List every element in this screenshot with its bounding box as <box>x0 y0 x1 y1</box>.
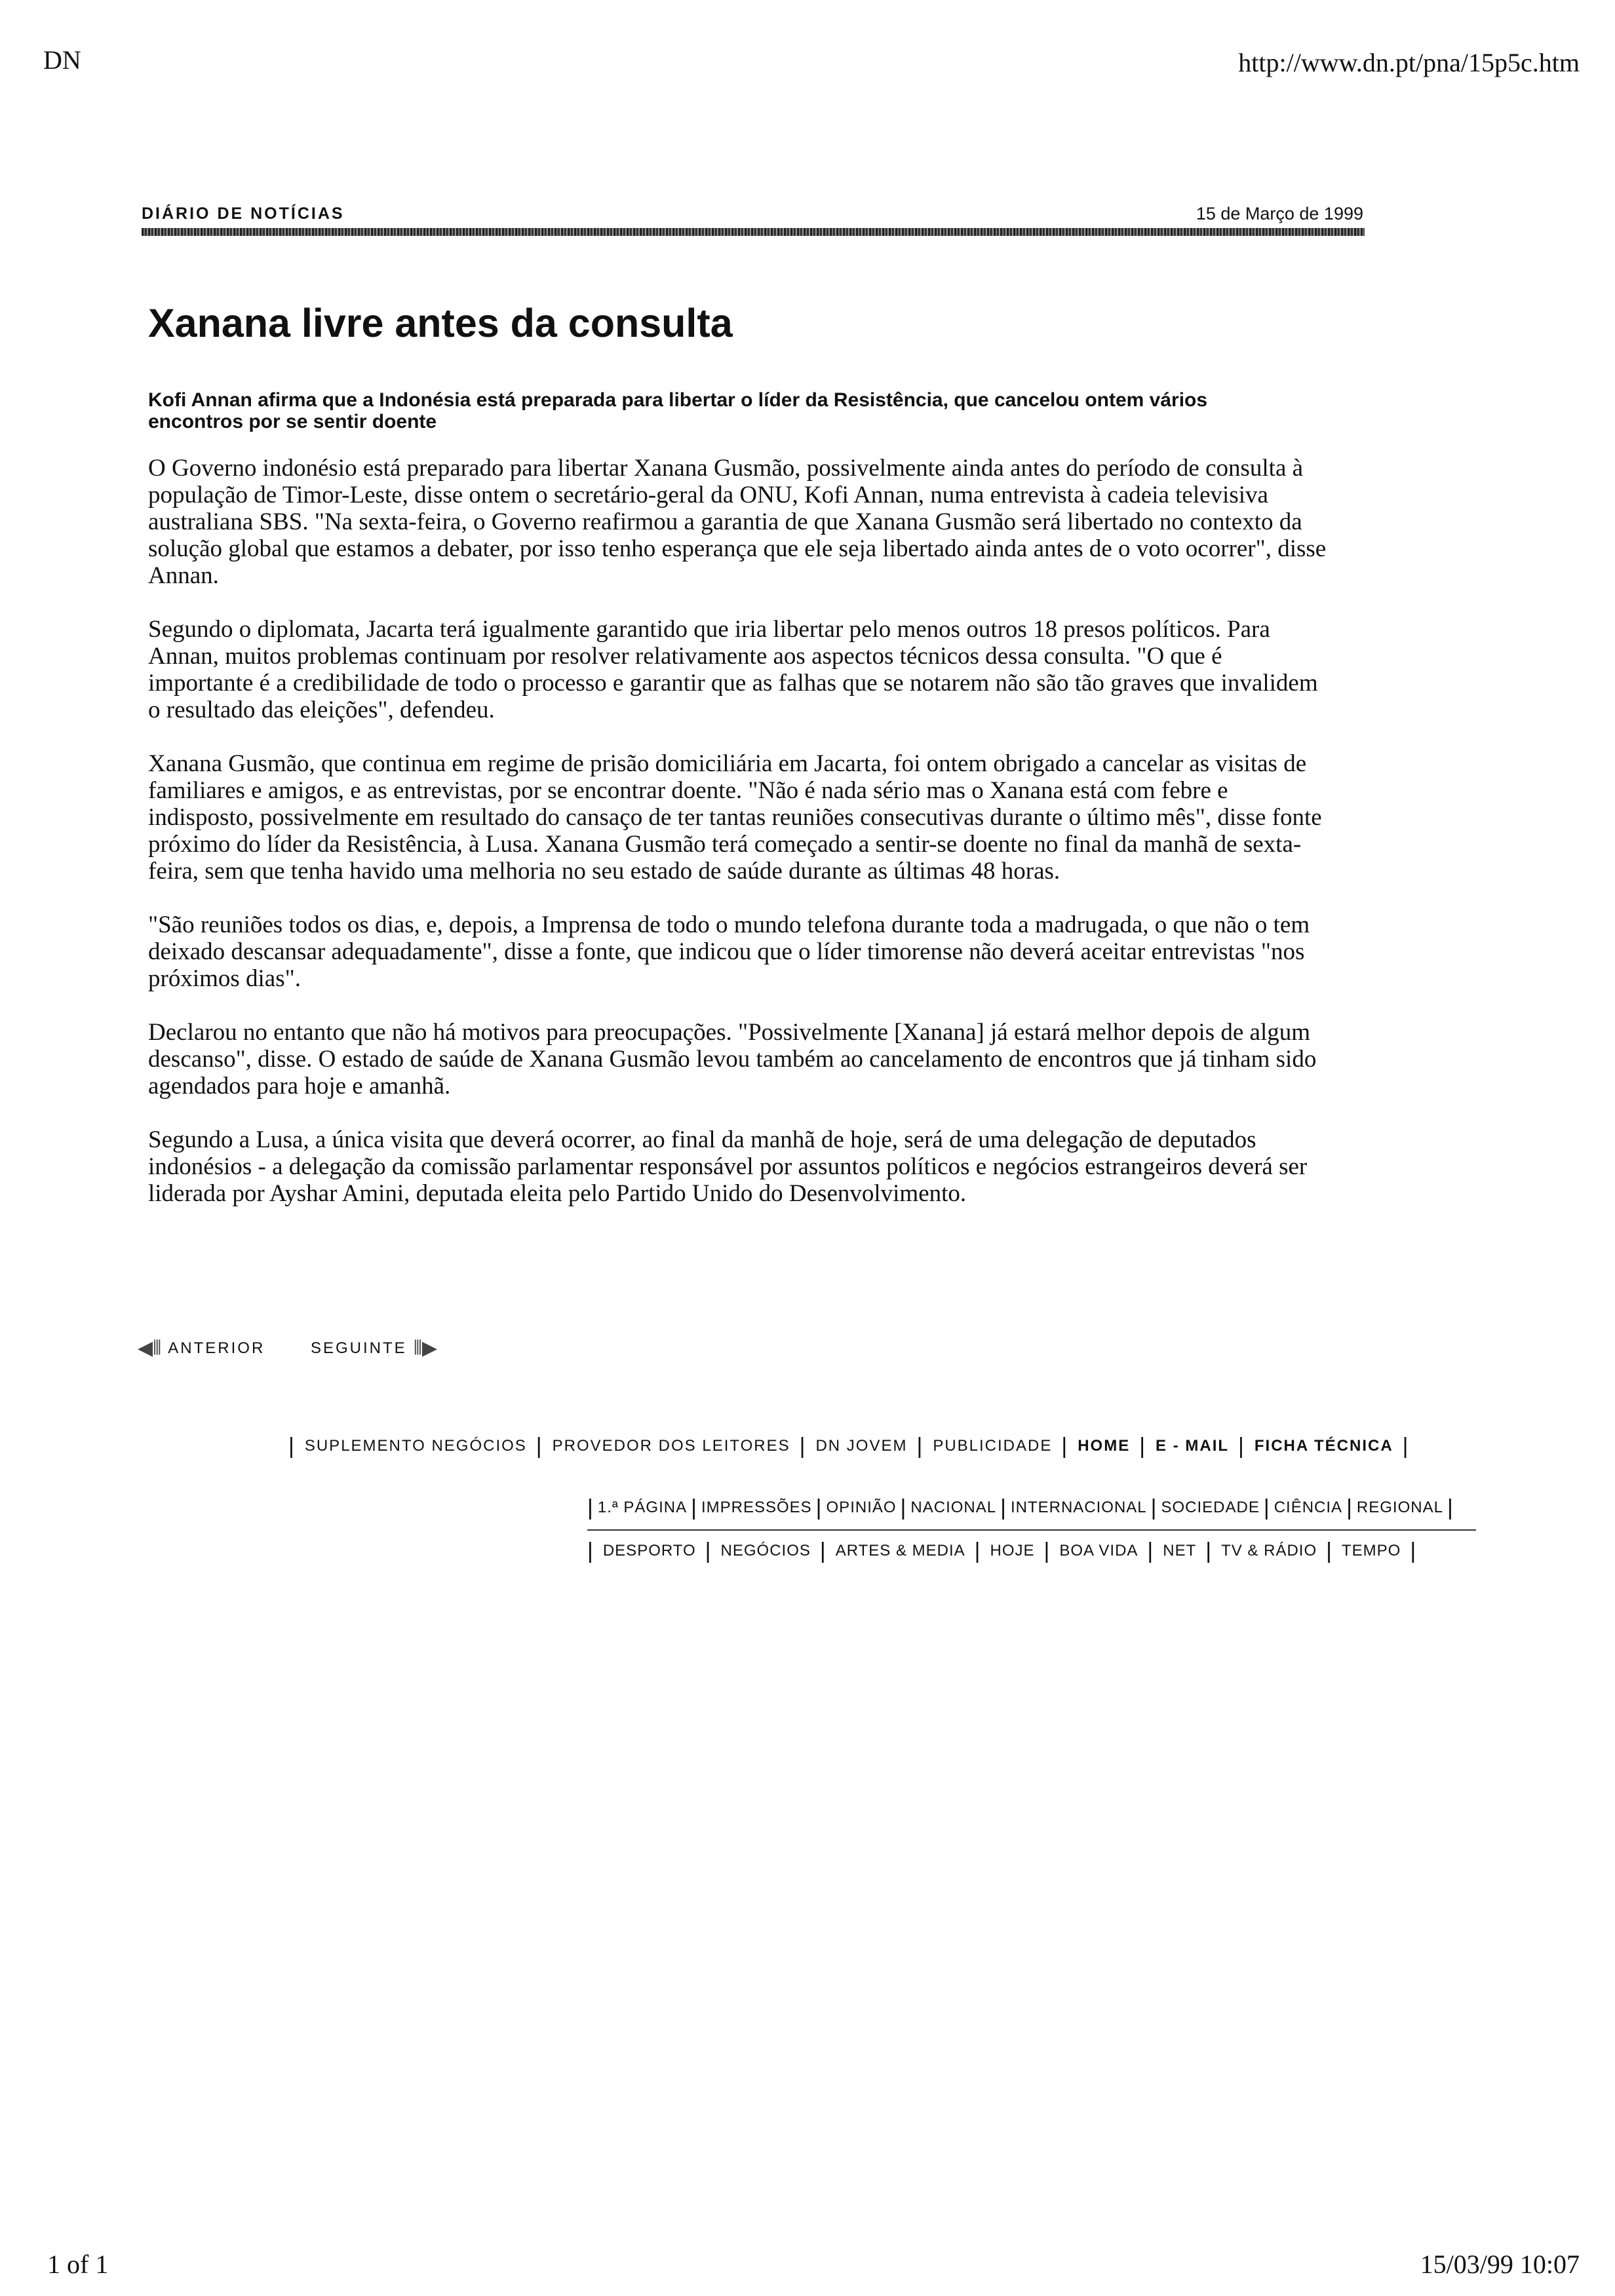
article-date: 15 de Março de 1999 <box>1196 204 1363 223</box>
nav-link-impressoes[interactable]: IMPRESSÕES <box>701 1499 812 1516</box>
separator: | <box>691 1495 697 1520</box>
separator: | <box>288 1434 296 1459</box>
separator: | <box>587 1539 594 1563</box>
separator: | <box>1447 1495 1454 1520</box>
article-paragraph: Segundo a Lusa, a única visita que deverá ocorrer, ao final da manhã de hoje, será de uma delegação de deputados indonésios - a delegação da comissão parlamentar responsável por assuntos políticos e negócios estrangeiros deverá ser liderada por Ayshar Amini, deputada eleita pelo Partido Unido do Desenvolvimento. <box>148 1126 1308 1207</box>
nav-link-desporto[interactable]: DESPORTO <box>602 1542 696 1559</box>
nav-link-provedor-dos-leitores[interactable]: PROVEDOR DOS LEITORES <box>552 1437 790 1455</box>
nav-link-primeira-pagina[interactable]: 1.ª PÁGINA <box>597 1499 688 1516</box>
nav-link-hoje[interactable]: HOJE <box>990 1542 1035 1559</box>
print-footer-page-count: 1 of 1 <box>47 2249 109 2279</box>
article-lead: Kofi Annan afirma que a Indonésia está preparada para libertar o líder da Resistência, que cancelou ontem vários encontros por se sentir doente <box>148 389 1208 432</box>
separator: | <box>819 1539 827 1563</box>
footer-nav-primary <box>288 1435 1410 1457</box>
nav-link-home[interactable]: HOME <box>1078 1437 1131 1455</box>
nav-link-opiniao[interactable]: OPINIÃO <box>826 1499 897 1516</box>
arrow-left-icon: ◀⦀ <box>138 1337 162 1359</box>
next-article-button[interactable] <box>311 1337 437 1360</box>
separator: | <box>1238 1434 1245 1459</box>
nav-link-regional[interactable]: REGIONAL <box>1356 1499 1443 1516</box>
article-paragraph: Xanana Gusmão, que continua em regime de prisão domiciliária em Jacarta, foi ontem obrigado a cancelar as visitas de familiares e amigos, e as entrevistas, por se encontrar doente. "Não é nada sério mas o Xanana está com febre e indisposto, possivelmente em resultado do cansaço de ter tantas reuniões consecutivas durante o último mês", disse fonte próximo do líder da Resistência, à Lusa. Xanana Gusmão terá começado a sentir-se doente no final da manhã de sexta-feira, sem que tenha havido uma melhoria no seu estado de saúde durante as últimas 48 horas. <box>148 750 1322 885</box>
nav-link-internacional[interactable]: INTERNACIONAL <box>1010 1499 1147 1516</box>
masthead-rule <box>142 228 1365 236</box>
nav-link-email[interactable]: E - MAIL <box>1156 1437 1230 1455</box>
separator: | <box>1147 1539 1154 1563</box>
nav-divider <box>587 1529 1476 1531</box>
nav-link-publicidade[interactable]: PUBLICIDADE <box>933 1437 1053 1455</box>
next-label: SEGUINTE <box>311 1339 407 1357</box>
separator: | <box>1205 1539 1213 1563</box>
separator: | <box>1263 1495 1270 1520</box>
separator: | <box>1139 1434 1147 1459</box>
separator: | <box>900 1495 907 1520</box>
separator: | <box>535 1434 543 1459</box>
separator: | <box>1402 1434 1410 1459</box>
nav-link-boa-vida[interactable]: BOA VIDA <box>1059 1542 1138 1559</box>
nav-link-negocios[interactable]: NEGÓCIOS <box>720 1542 811 1559</box>
nav-link-artes-media[interactable]: ARTES & MEDIA <box>835 1542 965 1559</box>
masthead-logo: DIÁRIO DE NOTÍCIAS <box>142 204 345 223</box>
nav-link-nacional[interactable]: NACIONAL <box>910 1499 997 1516</box>
nav-link-dn-jovem[interactable]: DN JOVEM <box>815 1437 908 1455</box>
nav-link-ciencia[interactable]: CIÊNCIA <box>1274 1499 1343 1516</box>
previous-label: ANTERIOR <box>168 1339 265 1357</box>
nav-link-net[interactable]: NET <box>1163 1542 1197 1559</box>
separator: | <box>1346 1495 1353 1520</box>
article-paragraph: O Governo indonésio está preparado para libertar Xanana Gusmão, possivelmente ainda antes do período de consulta à população de Timor-Leste, disse ontem o secretário-geral da ONU, Kofi Annan, numa entrevista à cadeia televisiva australiana SBS. "Na sexta-feira, o Governo reafirmou a garantia de que Xanana Gusmão será libertado no contexto da solução global que estamos a debater, por isso tenho esperança que ele seja libertado ainda antes de o voto ocorrer", disse Annan. <box>148 455 1327 589</box>
separator: | <box>705 1539 712 1563</box>
footer-nav-sections <box>587 1497 1454 1519</box>
nav-link-tv-radio[interactable]: TV & RÁDIO <box>1221 1542 1317 1559</box>
separator: | <box>815 1495 823 1520</box>
nav-link-ficha-tecnica[interactable]: FICHA TÉCNICA <box>1254 1437 1393 1455</box>
separator: | <box>1326 1539 1333 1563</box>
article-body <box>148 455 1328 1234</box>
separator: | <box>1061 1434 1069 1459</box>
previous-article-button[interactable] <box>138 1337 265 1360</box>
article-paragraph: Segundo o diplomata, Jacarta terá igualmente garantido que iria libertar pelo menos outros 18 presos políticos. Para Annan, muitos problemas continuam por resolver relativamente aos aspectos técnicos dessa consulta. "O que é importante é a credibilidade de todo o processo e garantir que as falhas que se notarem não são tão graves que invalidem o resultado das eleições", defendeu. <box>148 616 1318 723</box>
separator: | <box>799 1434 807 1459</box>
arrow-right-icon: ⦀▶ <box>413 1337 437 1359</box>
nav-link-suplemento-negocios[interactable]: SUPLEMENTO NEGÓCIOS <box>304 1437 527 1455</box>
print-header-source: DN <box>43 45 81 75</box>
article-headline: Xanana livre antes da consulta <box>148 301 733 345</box>
print-footer-timestamp: 15/03/99 10:07 <box>1420 2249 1580 2279</box>
separator: | <box>974 1539 981 1563</box>
separator: | <box>1150 1495 1158 1520</box>
separator: | <box>587 1495 594 1520</box>
separator: | <box>1043 1539 1051 1563</box>
footer-nav-sections-2 <box>587 1540 1416 1562</box>
article-paragraph: "São reuniões todos os dias, e, depois, a Imprensa de todo o mundo telefona durante toda a madrugada, o que não o tem deixado descansar adequadamente", disse a fonte, que indicou que o líder timorense não deverá aceitar entrevistas "nos próximos dias". <box>148 911 1310 992</box>
print-header-url: http://www.dn.pt/pna/15p5c.htm <box>1238 48 1580 77</box>
article-paragraph: Declarou no entanto que não há motivos para preocupações. "Possivelmente [Xanana] já estará melhor depois de algum descanso", disse. O estado de saúde de Xanana Gusmão levou também ao cancelamento de encontros que já tinham sido agendados para hoje e amanhã. <box>148 1019 1317 1100</box>
separator: | <box>1410 1539 1417 1563</box>
separator: | <box>1000 1495 1007 1520</box>
separator: | <box>916 1434 924 1459</box>
nav-link-tempo[interactable]: TEMPO <box>1341 1542 1401 1559</box>
nav-link-sociedade[interactable]: SOCIEDADE <box>1161 1499 1260 1516</box>
